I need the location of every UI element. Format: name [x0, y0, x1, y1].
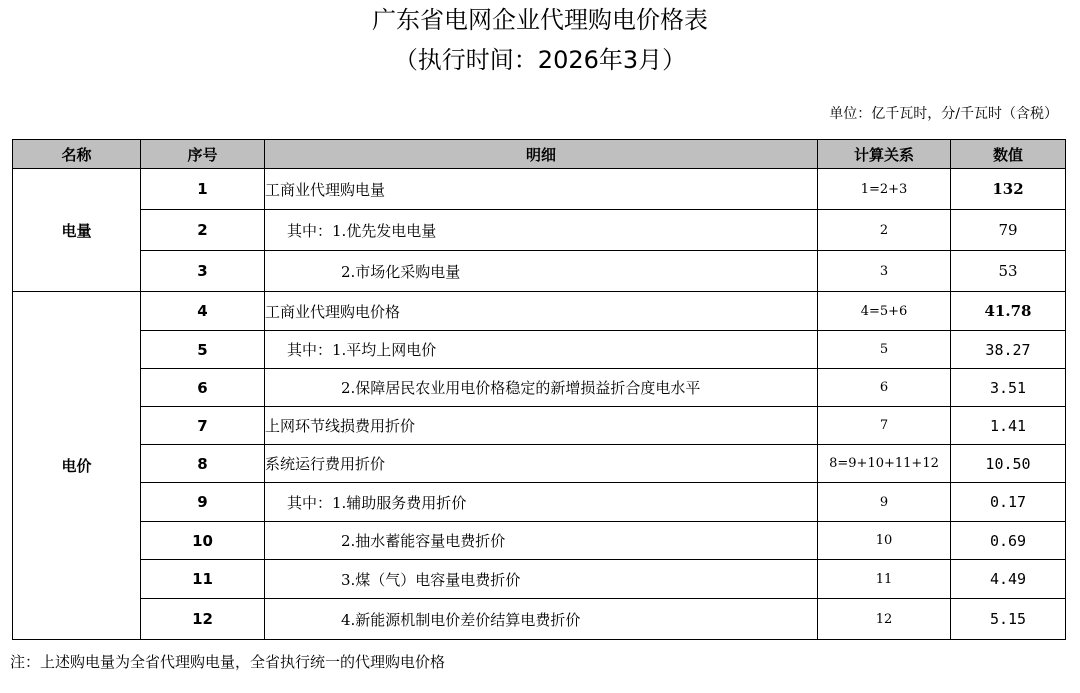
- row-detail: 2.保障居民农业用电价格稳定的新增损益折合度电水平: [265, 369, 818, 407]
- row-value: 10.50: [951, 445, 1066, 483]
- table-row: [13, 210, 1066, 251]
- row-seq: 9: [141, 483, 265, 522]
- header-calc: 计算关系: [818, 140, 951, 169]
- row-seq: 4: [141, 292, 265, 331]
- row-detail: 工商业代理购电量: [265, 169, 818, 210]
- row-seq: 5: [141, 331, 265, 369]
- row-calc: 10: [818, 522, 951, 560]
- row-calc: 8=9+10+11+12: [818, 445, 951, 483]
- page-subtitle: （执行时间：2026年3月）: [393, 46, 687, 74]
- row-detail: 2.抽水蓄能容量电费折价: [265, 522, 818, 560]
- row-value: 132: [951, 169, 1066, 210]
- row-calc: 12: [818, 599, 951, 640]
- row-detail: 3.煤（气）电容量电费折价: [265, 560, 818, 599]
- row-calc: 9: [818, 483, 951, 522]
- row-calc: 1=2+3: [818, 169, 951, 210]
- row-value: 4.49: [951, 560, 1066, 599]
- row-seq: 12: [141, 599, 265, 640]
- row-calc: 2: [818, 210, 951, 251]
- row-seq: 7: [141, 407, 265, 445]
- table-row: [13, 369, 1066, 407]
- row-value: 41.78: [951, 292, 1066, 331]
- row-value: 38.27: [951, 331, 1066, 369]
- header-detail: 明细: [265, 140, 818, 169]
- table-row: [13, 445, 1066, 483]
- table-row: [13, 483, 1066, 522]
- row-value: 1.41: [951, 407, 1066, 445]
- row-seq: 2: [141, 210, 265, 251]
- row-detail: 工商业代理购电价格: [265, 292, 818, 331]
- row-calc: 7: [818, 407, 951, 445]
- row-detail: 2.市场化采购电量: [265, 251, 818, 292]
- row-seq: 6: [141, 369, 265, 407]
- table-row: [13, 407, 1066, 445]
- table-header-row: [13, 140, 1066, 169]
- row-detail: 系统运行费用折价: [265, 445, 818, 483]
- row-seq: 11: [141, 560, 265, 599]
- table-row: [13, 169, 1066, 210]
- footnote: 注：上述购电量为全省代理购电量，全省执行统一的代理购电价格: [10, 653, 446, 671]
- page-title: 广东省电网企业代理购电价格表: [372, 6, 708, 34]
- table-row: [13, 560, 1066, 599]
- row-value: 79: [951, 210, 1066, 251]
- row-calc: 5: [818, 331, 951, 369]
- table-row: [13, 292, 1066, 331]
- row-seq: 3: [141, 251, 265, 292]
- row-detail: 上网环节线损费用折价: [265, 407, 818, 445]
- unit-label: 单位：亿千瓦时，分/千瓦时（含税）: [829, 106, 1058, 122]
- table-row: [13, 599, 1066, 640]
- header-seq: 序号: [141, 140, 265, 169]
- header-value: 数值: [951, 140, 1066, 169]
- row-detail: 4.新能源机制电价差价结算电费折价: [265, 599, 818, 640]
- table-row: [13, 331, 1066, 369]
- table-row: [13, 251, 1066, 292]
- row-value: 0.17: [951, 483, 1066, 522]
- row-seq: 10: [141, 522, 265, 560]
- row-detail: 其中：1.优先发电电量: [265, 210, 818, 251]
- header-name: 名称: [13, 140, 141, 169]
- row-value: 53: [951, 251, 1066, 292]
- row-calc: 4=5+6: [818, 292, 951, 331]
- row-detail: 其中：1.平均上网电价: [265, 331, 818, 369]
- table-row: [13, 522, 1066, 560]
- row-value: 5.15: [951, 599, 1066, 640]
- row-seq: 8: [141, 445, 265, 483]
- row-value: 3.51: [951, 369, 1066, 407]
- row-seq: 1: [141, 169, 265, 210]
- row-calc: 6: [818, 369, 951, 407]
- row-value: 0.69: [951, 522, 1066, 560]
- row-detail: 其中：1.辅助服务费用折价: [265, 483, 818, 522]
- price-table: [12, 139, 1066, 640]
- group-price: 电价: [13, 292, 141, 640]
- row-calc: 3: [818, 251, 951, 292]
- row-calc: 11: [818, 560, 951, 599]
- group-quantity: 电量: [13, 169, 141, 292]
